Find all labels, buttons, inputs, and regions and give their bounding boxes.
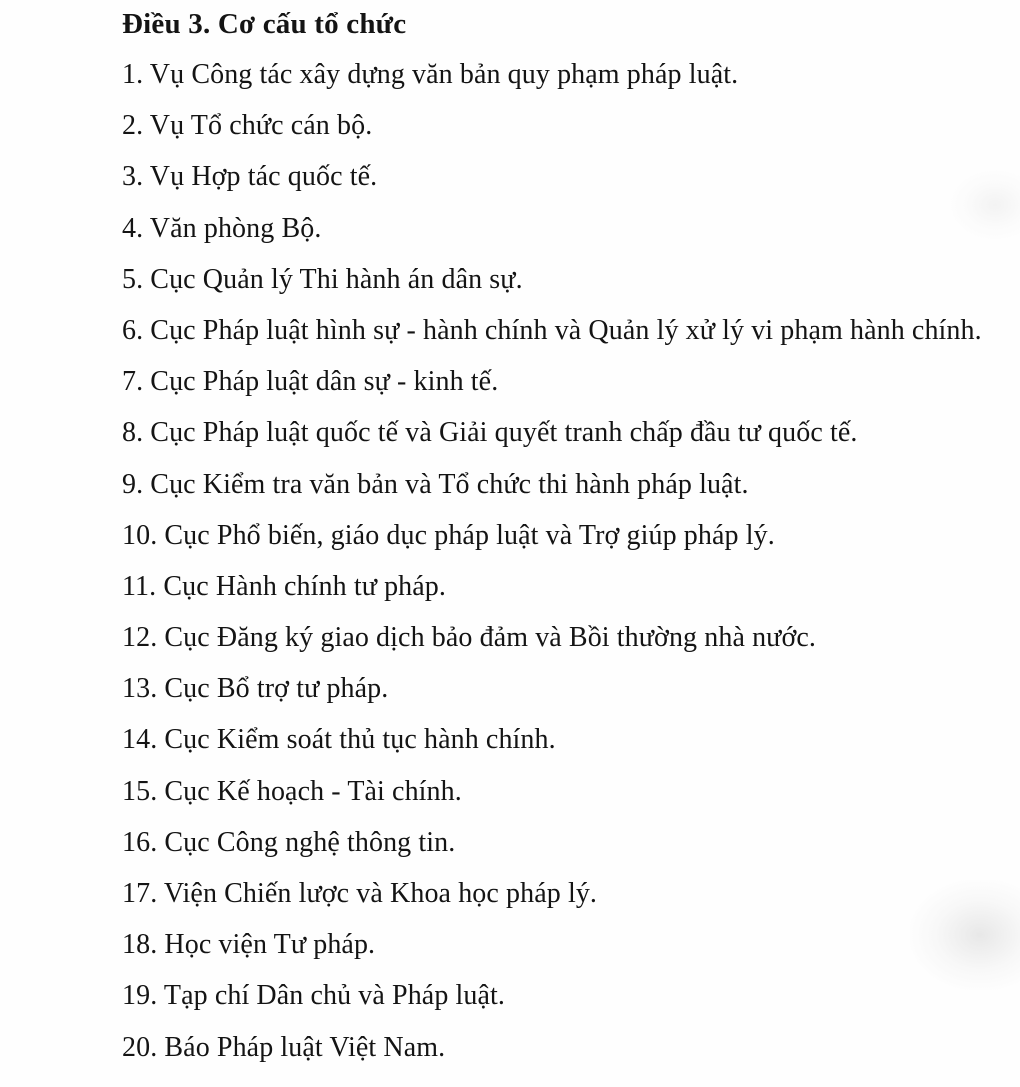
list-item: 11. Cục Hành chính tư pháp. bbox=[122, 570, 447, 602]
list-item: 2. Vụ Tổ chức cán bộ. bbox=[122, 110, 373, 142]
list-item: 7. Cục Pháp luật dân sự - kinh tế. bbox=[122, 366, 499, 398]
list-item: 6. Cục Pháp luật hình sự - hành chính và Quản lý xử lý vi phạm hành chính. bbox=[122, 314, 982, 346]
list-item: 9. Cục Kiểm tra văn bản và Tổ chức thi hành pháp luật. bbox=[122, 468, 749, 500]
list-item: 1. Vụ Công tác xây dựng văn bản quy phạm pháp luật. bbox=[122, 59, 739, 90]
document-content bbox=[122, 6, 982, 1083]
list-item: 3. Vụ Hợp tác quốc tế. bbox=[122, 161, 378, 193]
list-item: 20. Báo Pháp luật Việt Nam. bbox=[122, 1031, 446, 1063]
list-item: 19. Tạp chí Dân chủ và Pháp luật. bbox=[122, 980, 506, 1012]
list-item: 18. Học viện Tư pháp. bbox=[122, 929, 376, 961]
list-item: 4. Văn phòng Bộ. bbox=[122, 212, 322, 244]
list-item: 8. Cục Pháp luật quốc tế và Giải quyết tranh chấp đầu tư quốc tế. bbox=[122, 417, 858, 449]
organizational-structure-list bbox=[122, 59, 982, 1064]
list-item: 10. Cục Phổ biến, giáo dục pháp luật và Trợ giúp pháp lý. bbox=[122, 519, 775, 551]
list-item: 12. Cục Đăng ký giao dịch bảo đảm và Bồi thường nhà nước. bbox=[122, 622, 816, 654]
list-item: 14. Cục Kiểm soát thủ tục hành chính. bbox=[122, 724, 556, 756]
list-item: 15. Cục Kế hoạch - Tài chính. bbox=[122, 775, 462, 807]
article-heading: Điều 3. Cơ cấu tổ chức bbox=[122, 8, 407, 40]
list-item: 13. Cục Bổ trợ tư pháp. bbox=[122, 673, 389, 705]
list-item: 5. Cục Quản lý Thi hành án dân sự. bbox=[122, 263, 523, 295]
list-item: 16. Cục Công nghệ thông tin. bbox=[122, 826, 456, 858]
list-item: 17. Viện Chiến lược và Khoa học pháp lý. bbox=[122, 878, 598, 909]
